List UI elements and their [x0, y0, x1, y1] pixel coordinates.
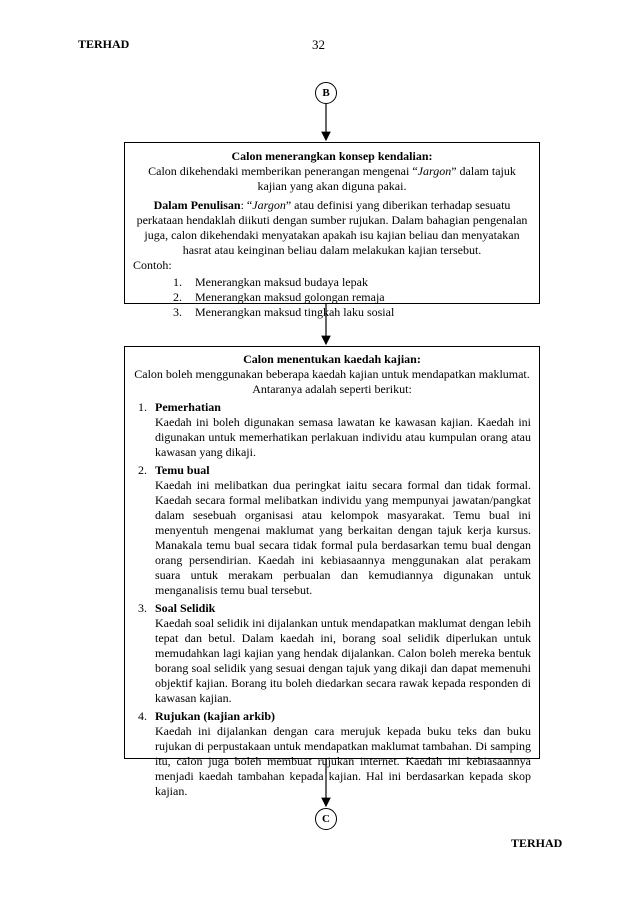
list-item: 1. Menerangkan maksud budaya lepak	[173, 275, 368, 289]
connector-b: B	[315, 82, 337, 104]
method-description: Kaedah ini dijalankan dengan cara merujuk kepada buku teks dan buku rujukan di perpustakaan untuk mendapatkan maklumat tambahan. Di samping itu, calon juga boleh membuat rujukan internet. Kaedah ini kebiasaannya menjadi kaedah tambahan kepada kajian. Hal ini berdasarkan kepada skop kajian.	[155, 724, 531, 798]
page-number: 32	[312, 37, 325, 52]
footer-restricted-label: TERHAD	[511, 836, 563, 850]
header-restricted-label: TERHAD	[78, 37, 130, 51]
list-item: 3. Menerangkan maksud tingkah laku sosial	[173, 305, 395, 319]
method-title: Temu bual	[155, 463, 210, 477]
box-konsep-kendalian	[124, 142, 540, 319]
method-description: Kaedah ini boleh digunakan semasa lawatan ke kawasan kajian. Kaedah ini digunakan untuk memerhatikan perlakuan individu atau kumpulan orang atau kawasan yang dikaji.	[155, 415, 531, 459]
method-title: Pemerhatian	[155, 400, 221, 414]
box1-example-label: Contoh:	[133, 258, 172, 272]
box1-title: Calon menerangkan konsep kendalian:	[231, 149, 433, 163]
box2-title: Calon menentukan kaedah kajian:	[243, 352, 421, 366]
box2-intro: Calon boleh menggunakan beberapa kaedah kajian untuk mendapatkan maklumat. Antaranya adalah seperti berikut:	[134, 367, 530, 396]
list-item: 1. Pemerhatian Kaedah ini boleh digunakan semasa lawatan ke kawasan kajian. Kaedah ini digunakan untuk memerhatikan perlakuan individu atau kumpulan orang atau kawasan yang dikaji.	[138, 400, 531, 459]
list-item: 2. Menerangkan maksud golongan remaja	[173, 290, 385, 304]
connector-c: C	[315, 808, 337, 830]
list-item: 4. Rujukan (kajian arkib) Kaedah ini dijalankan dengan cara merujuk kepada buku teks dan buku rujukan di perpustakaan untuk mendapatkan maklumat tambahan. Di samping itu, calon juga boleh membuat rujukan internet. Kaedah ini kebiasaannya menjadi kaedah tambahan kepada kajian. Hal ini berdasarkan kepada skop kajian.	[138, 709, 531, 798]
box1-note: Dalam Penulisan: “Jargon” atau definisi yang diberikan terhadap sesuatu perkataan hendaklah diikuti dengan sumber rujukan. Dalam bahagian pengenalan juga, calon dikehendaki menyatakan apakah isu kajian beliau dan menyatakan hasrat atau keinginan beliau dalam melakukan kajian tersebut.	[136, 198, 528, 257]
list-item: 2. Temu bual Kaedah ini melibatkan dua peringkat iaitu secara formal dan tidak formal. Kaedah secara formal melibatkan individu yang mempunyai jawatan/pangkat dalam sesebuah organisasi atau kelompok masyarakat. Temu bual ini menyentuh mengenai maklumat yang berkaitan dengan tajuk kerja kursus. Manakala temu bual secara tidak formal pula berdasarkan temu bual dengan orang persendirian. Kaedah ini kebiasaannya menggunakan alat perakam suara untuk merakam perbualan dan kemudiannya digunakan untuk menganalisis temu bual tersebut.	[138, 463, 531, 597]
box-kaedah-kajian	[124, 346, 540, 798]
method-description: Kaedah soal selidik ini dijalankan untuk mendapatkan maklumat dengan lebih tepat dan betul. Dalam kaedah ini, borang soal selidik diperlukan untuk memudahkan lagi kajian yang hendak dijalankan. Calon boleh mereka bentuk borang soal selidik yang sesuai dengan tajuk yang dikaji dan dapat memenuhi objektif kajian. Borang itu boleh diedarkan secara rawak kepada responden di kawasan kajian.	[155, 616, 531, 705]
method-title: Rujukan (kajian arkib)	[155, 709, 276, 723]
method-description: Kaedah ini melibatkan dua peringkat iaitu secara formal dan tidak formal. Kaedah secara formal melibatkan individu yang mempunyai jawatan/pangkat dalam sesebuah organisasi atau kelompok masyarakat. Temu bual ini menyentuh mengenai maklumat yang berkaitan dengan tajuk kerja kursus. Manakala temu bual secara tidak formal pula berdasarkan temu bual dengan orang persendirian. Kaedah ini kebiasaannya menggunakan alat perakam suara untuk merakam perbualan dan kemudiannya digunakan untuk menganalisis temu bual tersebut.	[155, 478, 531, 597]
box2-method-list	[133, 400, 531, 799]
method-title: Soal Selidik	[155, 601, 216, 615]
box1-intro: Calon dikehendaki memberikan penerangan mengenai “Jargon” dalam tajuk kajian yang akan diguna pakai.	[148, 164, 516, 193]
box1-example-list	[133, 275, 531, 320]
list-item: 3. Soal Selidik Kaedah soal selidik ini dijalankan untuk mendapatkan maklumat dengan lebih tepat dan betul. Dalam kaedah ini, borang soal selidik diperlukan untuk memudahkan lagi kajian yang hendak dijalankan. Calon boleh mereka bentuk borang soal selidik yang sesuai dengan tajuk yang dikaji dan dapat memenuhi objektif kajian. Borang itu boleh diedarkan secara rawak kepada responden di kawasan kajian.	[138, 601, 531, 705]
